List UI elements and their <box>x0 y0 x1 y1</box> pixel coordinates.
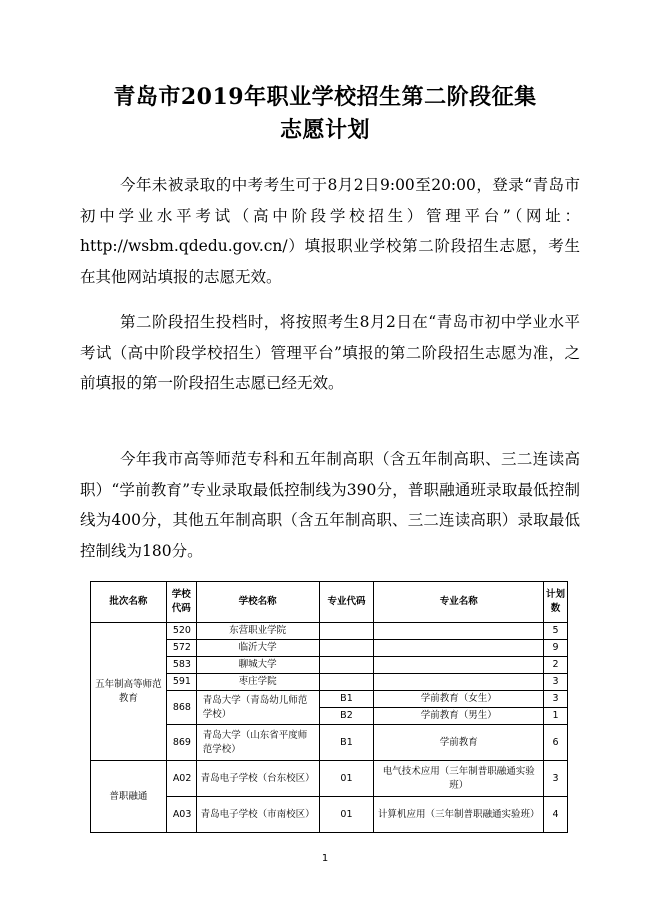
school-name-cell: 聊城大学 <box>196 657 319 674</box>
school-code-cell: A03 <box>166 797 196 833</box>
major-code-cell <box>319 674 374 691</box>
school-name-cell: 青岛大学（青岛幼儿师范学校） <box>196 691 319 725</box>
paragraph-1 <box>80 170 580 292</box>
major-name-cell <box>374 657 544 674</box>
table-row <box>91 761 568 797</box>
major-code-cell: B1 <box>319 691 374 708</box>
header-batch: 批次名称 <box>91 582 167 623</box>
plan-cell: 9 <box>543 640 567 657</box>
major-code-cell: 01 <box>319 761 374 797</box>
school-code-cell: 869 <box>166 725 196 761</box>
plan-cell: 2 <box>543 657 567 674</box>
school-name-cell: 东营职业学院 <box>196 623 319 640</box>
document-title-line2: 志愿计划 <box>279 117 370 143</box>
table-header-row <box>91 582 568 623</box>
major-name-cell: 学前教育（男生） <box>374 708 544 725</box>
major-name-cell: 计算机应用（三年制普职融通实验班） <box>374 797 544 833</box>
major-name-cell: 学前教育（女生） <box>374 691 544 708</box>
major-name-cell <box>374 640 544 657</box>
batch-cell: 普职融通 <box>91 761 167 833</box>
major-code-cell <box>319 657 374 674</box>
major-code-cell: B1 <box>319 725 374 761</box>
plan-cell: 3 <box>543 761 567 797</box>
plan-cell: 4 <box>543 797 567 833</box>
plan-cell: 3 <box>543 691 567 708</box>
header-school-name: 学校名称 <box>196 582 319 623</box>
school-code-cell: A02 <box>166 761 196 797</box>
paragraph-2-text: 第二阶段招生投档时，将按照考生8月2日在“青岛市初中学业水平考试（高中阶段学校招生）管理平台”填报的第二阶段招生志愿为准，之前填报的第一阶段招生志愿已经无效。 <box>80 313 580 392</box>
school-code-cell: 583 <box>166 657 196 674</box>
school-name-cell: 枣庄学院 <box>196 674 319 691</box>
school-code-cell: 572 <box>166 640 196 657</box>
header-plan: 计划数 <box>543 582 567 623</box>
major-code-cell <box>319 623 374 640</box>
major-name-cell <box>374 674 544 691</box>
header-school-code: 学校代码 <box>166 582 196 623</box>
header-major-name: 专业名称 <box>374 582 544 623</box>
table-row <box>91 623 568 640</box>
major-code-cell <box>319 640 374 657</box>
plan-cell: 3 <box>543 674 567 691</box>
school-name-cell: 青岛大学（山东省平度师范学校） <box>196 725 319 761</box>
paragraph-2 <box>80 307 580 399</box>
school-code-cell: 520 <box>166 623 196 640</box>
school-code-cell: 591 <box>166 674 196 691</box>
header-major-code: 专业代码 <box>319 582 374 623</box>
plan-cell: 1 <box>543 708 567 725</box>
major-name-cell: 学前教育 <box>374 725 544 761</box>
paragraph-3 <box>80 444 580 566</box>
school-code-cell: 868 <box>166 691 196 725</box>
major-code-cell: 01 <box>319 797 374 833</box>
enrollment-plan-table <box>90 581 568 833</box>
major-code-cell: B2 <box>319 708 374 725</box>
document-title-line1: 青岛市2019年职业学校招生第二阶段征集 <box>113 84 537 110</box>
page-number: 1 <box>321 853 329 864</box>
paragraph-1-text: 今年未被录取的中考考生可于8月2日9:00至20:00，登录“青岛市初中学业水平考试（高中阶段学校招生）管理平台”（网址：http://wsbm.qdedu.gov.cn/）填报职业学校第二阶段招生志愿，考生在其他网站填报的志愿无效。 <box>80 176 580 286</box>
school-name-cell: 青岛电子学校（台东校区） <box>196 761 319 797</box>
plan-cell: 6 <box>543 725 567 761</box>
plan-cell: 5 <box>543 623 567 640</box>
batch-cell: 五年制高等师范教育 <box>91 623 167 761</box>
major-name-cell <box>374 623 544 640</box>
paragraph-3-text: 今年我市高等师范专科和五年制高职（含五年制高职、三二连读高职）“学前教育”专业录取最低控制线为390分，普职融通班录取最低控制线为400分，其他五年制高职（含五年制高职、三二连读高职）录取最低控制线为180分。 <box>80 450 580 560</box>
school-name-cell: 青岛电子学校（市南校区） <box>196 797 319 833</box>
school-name-cell: 临沂大学 <box>196 640 319 657</box>
major-name-cell: 电气技术应用（三年制普职融通实验班） <box>374 761 544 797</box>
